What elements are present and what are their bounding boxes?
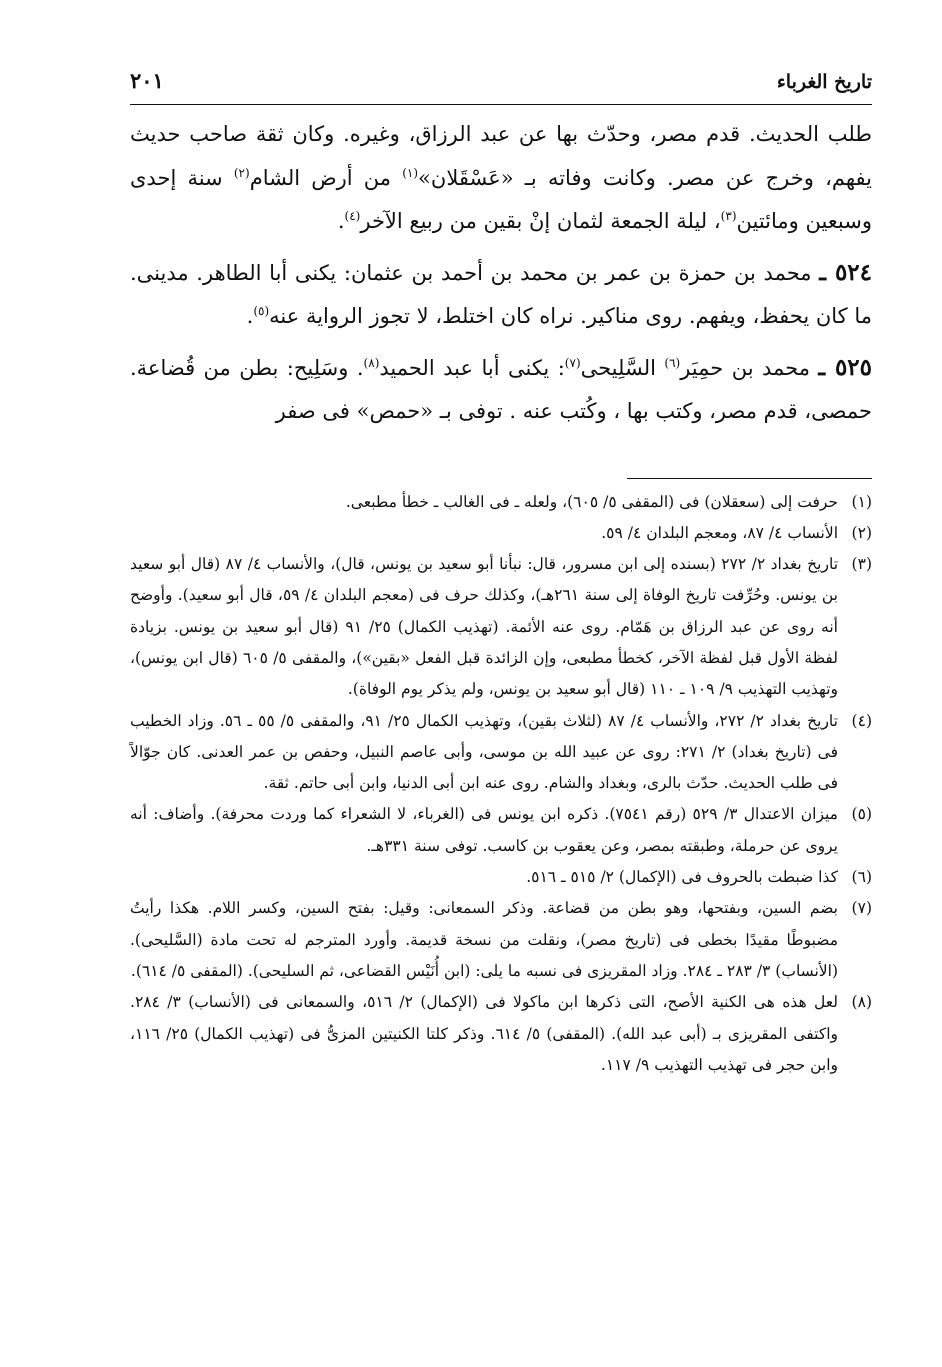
text-run: .	[246, 304, 254, 328]
footnote-4	[130, 706, 872, 800]
text-run: سنة إحدى وسبعين ومائتين	[130, 165, 872, 233]
footnote-text: بضم السين، وبفتحها، وهو بطن من قضاعة. وذكر السمعانى: وقيل: بفتح السين، وكسر اللام. هكذا رأيتُ مضبوطًا مقيدًا بخطى فى (تاريخ مصر)، ونقلت من نسخة قديمة. وأورد المترجم له تحت مادة (السَّليحى). (الأنساب) ٣/ ٢٨٣ ـ ٢٨٤. وزاد المقريزى فى نسبه ما يلى: (ابن أُنَيْس القضاعى، ثم السليحى). (المقفى ٥/ ٦١٤).	[130, 899, 838, 980]
entry-525	[130, 346, 872, 434]
footnote-text: تاريخ بغداد ٢/ ٢٧٢ (بسنده إلى ابن مسرور، قال: نبأنا أبو سعيد بن يونس، قال)، والأنساب ٤/ ٨٧ (قال أبو سعيد بن يونس. وحُرِّفت تاريخ الوفاة إلى سنة ٢٦١هـ)، وكذلك حرف فى (معجم البلدان ٤/ ٥٩، قال أبو سعيد). وأوضح أنه روى عن عبد الرزاق بن هَمّام. روى عنه الأئمة. (تهذيب الكمال) ٢٥/ ٩١ (قال أبو سعيد بن يونس. بزيادة لفظة الأول قبل لفظة الآخر، كخطأ مطبعى، وإن الزائدة قبل الفعل «بقين»)، والمقفى ٥/ ٦٠٥ (قال ابن يونس)، وتهذيب التهذيب ٩/ ١٠٩ ـ ١١٠ (قال أبو سعيد بن يونس، ولم يذكر يوم الوفاة).	[130, 555, 839, 699]
text-run: محمد بن حمِيَر	[680, 355, 819, 380]
footnote-text: تاريخ بغداد ٢/ ٢٧٢، والأنساب ٤/ ٨٧ (لثلاث بقين)، وتهذيب الكمال ٢٥/ ٩١، والمقفى ٥/ ٥٥ ـ ٥٦. وزاد الخطيب فى (تاريخ بغداد) ٢/ ٢٧١: روى عن عبيد الله بن موسى، وأبى عاصم النبيل، وحفص بن عمر العدنى. كان جوّالاً فى طلب الحديث. حدّث بالرى، وبغداد والشام. روى عنه ابن أبى الدنيا، وابن أبى حاتم. ثقة.	[130, 711, 838, 793]
text-run: . وسَلِيح: بطن من قُضاعة. حمصى، قدم مصر، وكتب بها ، وكُتب عنه . توفى بـ «حمص» فى صفر	[130, 355, 872, 423]
entry-524	[130, 251, 872, 339]
footnote-number: (٣)	[851, 555, 872, 574]
text-run: ، ليلة الجمعة لثمان إنْ بقين من ربيع الآخر	[360, 209, 721, 233]
footnote-text: كذا ضبطت بالحروف فى (الإكمال) ٢/ ٥١٥ ـ ٥١٦.	[526, 868, 838, 887]
footnote-7	[130, 893, 872, 987]
footnote-1	[130, 487, 872, 518]
footnotes	[130, 487, 872, 1082]
footnote-2	[130, 518, 872, 549]
text-run: من أرض الشام	[249, 165, 403, 190]
footnote-6	[130, 862, 872, 893]
main-text	[130, 113, 872, 434]
footnote-number: (٨)	[851, 993, 872, 1012]
footnote-text: لعل هذه هى الكنية الأصح، التى ذكرها ابن ماكولا فى (الإكمال) ٢/ ٥١٦، والسمعانى فى (الأنساب) ٣/ ٢٨٤. واكتفى المقريزى بـ (أبى عبد الله). (المقفى) ٥/ ٦١٤. وذكر كلتا الكنيتين المزىُّ فى (تهذيب الكمال) ٢٥/ ١١٦، وابن حجر فى تهذيب التهذيب ٩/ ١١٧.	[130, 993, 838, 1074]
footnote-number: (٧)	[851, 899, 872, 918]
text-run: .	[337, 209, 345, 233]
page-number: ٢٠١	[130, 68, 164, 93]
text-run: السَّلِيحى	[580, 355, 665, 380]
footnote-reference: (٨)	[363, 355, 380, 370]
footnote-number: (٢)	[851, 523, 872, 542]
footnote-reference: (٣)	[720, 209, 737, 223]
text-run: : يكنى أبا عبد الحميد	[379, 355, 565, 380]
footnote-number: (١)	[851, 492, 872, 511]
footnote-number: (٤)	[851, 711, 872, 730]
paragraph-continuation	[130, 113, 872, 244]
entry-number: ٥٢٤ ـ	[819, 258, 872, 286]
footnote-text: حرفت إلى (سعقلان) فى (المقفى ٥/ ٦٠٥)، ولعله ـ فى الغالب ـ خطأ مطبعى.	[345, 492, 838, 511]
footnote-8	[130, 987, 872, 1081]
footnote-reference: (٦)	[664, 355, 681, 370]
footnote-number: (٦)	[851, 868, 872, 887]
footnote-3	[130, 549, 872, 705]
running-title: تاريخ الغرباء	[776, 71, 872, 93]
footnote-reference: (٧)	[564, 355, 581, 370]
text-run: محمد بن حمزة بن عمر بن محمد بن أحمد بن عثمان: يكنى أبا الطاهر. مدينى. ما كان يحفظ، ويفهم. روى مناكير. نراه كان اختلط، لا تجوز الرواية عنه	[130, 260, 872, 328]
footnote-number: (٥)	[851, 805, 872, 824]
footnote-5	[130, 799, 872, 862]
running-head	[130, 68, 872, 105]
footnote-reference: (٤)	[344, 209, 361, 223]
footnote-reference: (٢)	[233, 165, 250, 180]
footnote-text: ميزان الاعتدال ٣/ ٥٢٩ (رقم ٧٥٤١). ذكره ابن يونس فى (الغرباء، لا الشعراء كما وردت محرفة). وأضاف: أنه يروى عن حرملة، وطبقته بمصر، وعن يعقوب بن كاسب. توفى سنة ٣٣١هـ.	[130, 805, 838, 855]
footnote-text: الأنساب ٤/ ٨٧، ومعجم البلدان ٤/ ٥٩.	[601, 523, 838, 542]
text-run: طلب الحديث. قدم مصر، وحدّث بها عن عبد الرزاق، وغيره. وكان ثقة صاحب حديث يفهم، وخرج عن مصر. وكانت وفاته بـ «عَسْقَلان»	[130, 122, 872, 190]
footnote-reference: (٥)	[253, 304, 270, 318]
footnote-divider	[627, 478, 872, 479]
footnote-reference: (١)	[402, 165, 419, 180]
book-page	[130, 68, 872, 1081]
entry-number: ٥٢٥ ـ	[818, 353, 873, 381]
